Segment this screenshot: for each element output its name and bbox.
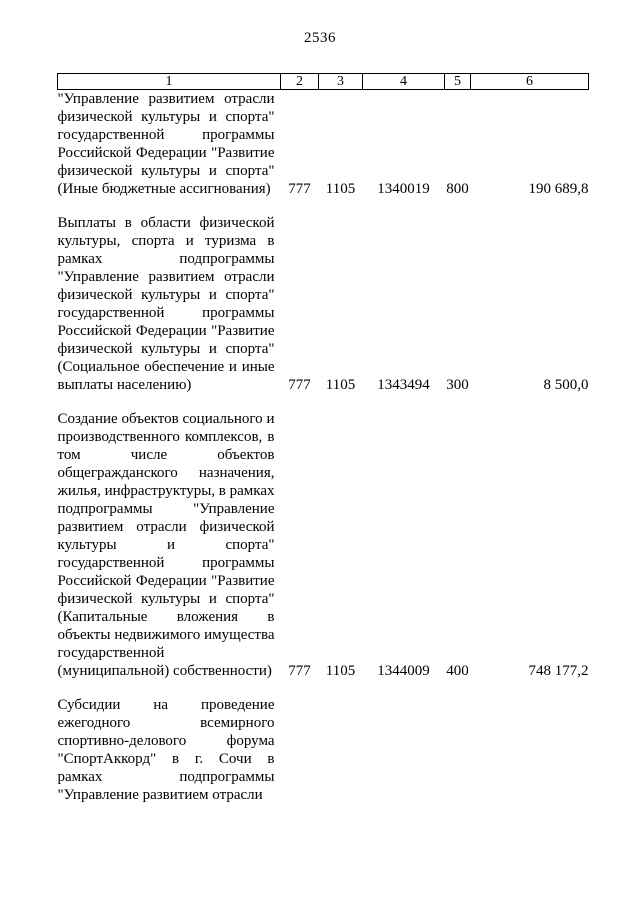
table-body — [58, 90, 589, 821]
row-value-col5: 800 — [446, 181, 469, 197]
table-header-row — [58, 74, 589, 90]
budget-table — [57, 73, 589, 820]
row-value-col2: 777 — [288, 663, 311, 679]
row-value-col4: 1344009 — [377, 663, 430, 679]
row-value-col6: 190 689,8 — [528, 181, 589, 197]
column-header-2: 2 — [281, 74, 319, 90]
row-description: Создание объектов социального и производственного комплексов, в том числе объектов общегражданского назначения, жилья, инфраструктуры, в рамках подпрограммы "Управление развитием отрасли физической культуры и спорта" государственной программы Российской Федерации "Развитие физической культуры и спорта" (Капитальные вложения в объекты недвижимого имущества государственной (муниципальной) собственности) — [57, 411, 275, 679]
row-value-col6: 748 177,2 — [528, 663, 589, 679]
row-value-col2: 777 — [288, 377, 311, 393]
row-value-col3: 1105 — [325, 181, 356, 197]
column-header-3: 3 — [319, 74, 363, 90]
column-header-6: 6 — [471, 74, 589, 90]
row-value-col2: 777 — [288, 181, 311, 197]
row-value-col5: 400 — [446, 663, 469, 679]
row-value-col6 — [471, 696, 589, 820]
table-row — [58, 696, 589, 820]
column-header-4: 4 — [363, 74, 445, 90]
row-value-col5 — [445, 696, 471, 820]
row-description: Субсидии на проведение ежегодного всемирного спортивно-делового форума "СпортАккорд" в г. Сочи в рамках подпрограммы "Управление развитием отрасли — [57, 697, 275, 803]
row-value-col3 — [319, 696, 363, 820]
page-number: 2536 — [304, 30, 336, 46]
row-value-col5: 300 — [446, 377, 469, 393]
table-row — [58, 214, 589, 410]
row-value-col3: 1105 — [325, 377, 356, 393]
table-header — [58, 74, 589, 90]
row-value-col2 — [281, 696, 319, 820]
row-value-col6: 8 500,0 — [543, 377, 589, 393]
column-header-1: 1 — [58, 74, 281, 90]
row-value-col3: 1105 — [325, 663, 356, 679]
row-description: "Управление развитием отрасли физической культуры и спорта" государственной программы Российской Федерации "Развитие физической культуры и спорта" (Иные бюджетные ассигнования) — [57, 91, 275, 197]
row-value-col4: 1340019 — [377, 181, 430, 197]
row-value-col4: 1343494 — [377, 377, 430, 393]
column-header-5: 5 — [445, 74, 471, 90]
table-row — [58, 410, 589, 696]
table-row — [58, 90, 589, 215]
row-value-col4 — [363, 696, 445, 820]
row-description: Выплаты в области физической культуры, спорта и туризма в рамках подпрограммы "Управление развитием отрасли физической культуры и спорта" государственной программы Российской Федерации "Развитие физической культуры и спорта" (Социальное обеспечение и иные выплаты населению) — [57, 215, 275, 393]
